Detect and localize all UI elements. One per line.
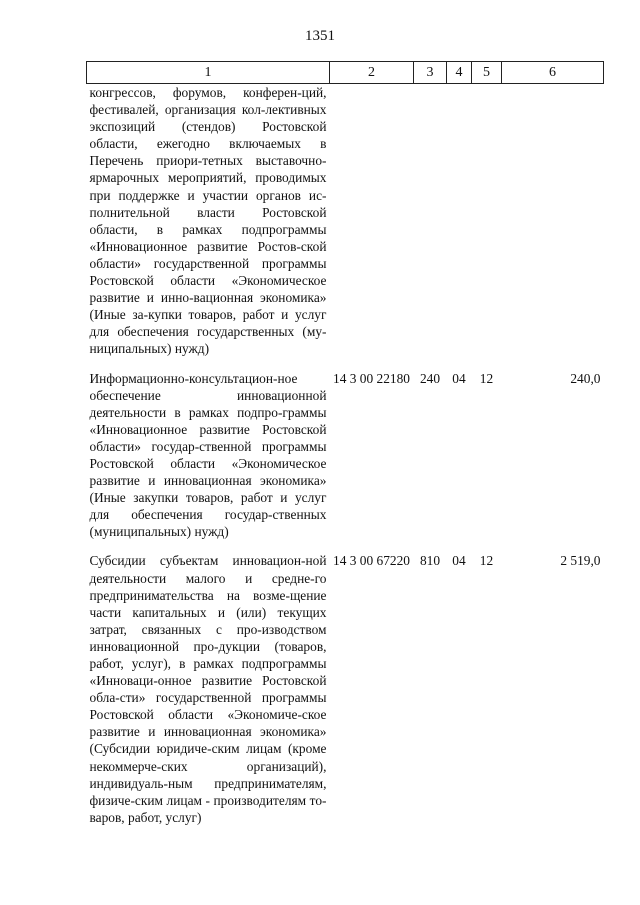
amount-value: [502, 84, 604, 358]
column-header-5: 5: [472, 62, 502, 84]
table-header-row: [87, 62, 604, 84]
target-article-code: [330, 84, 414, 358]
section-code: 04: [452, 370, 466, 386]
target-article-code: 14 3 00 67220: [333, 553, 410, 569]
row-description: Субсидии субъектам инновацион-ной деятельности малого и средне-го предпринимательства на возме-щение части капитальных и (или) текущих затрат, связанных с про-изводством инновационной про-дукции (товаров, работ, услуг), в рамках подпрограммы «Инноваци-онное развитие Ростовской обла-сти» государственной программы Ростовской области «Экономиче-ское развитие и инновационная экономика» (Субсидии юридиче-ским лицам (кроме некоммерче-ских организаций), индивидуаль-ным предпринимателям, физиче-ским лицам - производителям то-варов, работ, услуг): [89, 553, 327, 825]
column-header-6: 6: [502, 62, 604, 84]
row-description: конгрессов, форумов, конферен-ций, фестивалей, организация кол-лективных экспозиций (стендов) Ростовской области, ежегодно включаемых в Перечень приори-тетных выставочно-ярмарочных мероприятий, проводимых при поддержке и участии органов ис-полнительной власти Ростовской области, в рамках подпрограммы «Инновационное развитие Ростов-ской области» государственной программы Ростовской области «Экономическое развитие и инно-вационная экономика» (Иные за-купки товаров, работ и услуг для обеспечения государственных (му-ниципальных) нужд): [89, 85, 327, 357]
section-code: 04: [452, 553, 466, 569]
subsection-code: 12: [479, 370, 494, 386]
amount-value: 2 519,0: [560, 553, 601, 569]
column-header-3: 3: [414, 62, 447, 84]
subsection-code: 12: [479, 553, 494, 569]
column-header-2: 2: [330, 62, 414, 84]
column-header-4: 4: [447, 62, 472, 84]
amount-value: 240,0: [570, 370, 601, 386]
row-description: Информационно-консультацион-ное обеспечение инновационной деятельности в рамках подпро-граммы «Инновационное развитие Ростовской области» государ-ственной программы Ростовской области «Экономическое развитие и инновационная экономика» (Иные закупки товаров, работ и услуг для обеспечения государ-ственных (муниципальных) нужд): [89, 370, 327, 540]
expense-type-code: 240: [419, 370, 441, 386]
table-row: [87, 552, 604, 826]
expense-type-code: [414, 84, 447, 358]
page-number: 1351: [305, 28, 335, 44]
section-code: [447, 84, 472, 358]
target-article-code: 14 3 00 22180: [333, 370, 410, 386]
budget-table: [86, 61, 604, 826]
column-header-1: 1: [87, 62, 330, 84]
table-row: [87, 370, 604, 541]
table-row: [87, 84, 604, 358]
expense-type-code: 810: [419, 553, 441, 569]
subsection-code: [472, 84, 502, 358]
